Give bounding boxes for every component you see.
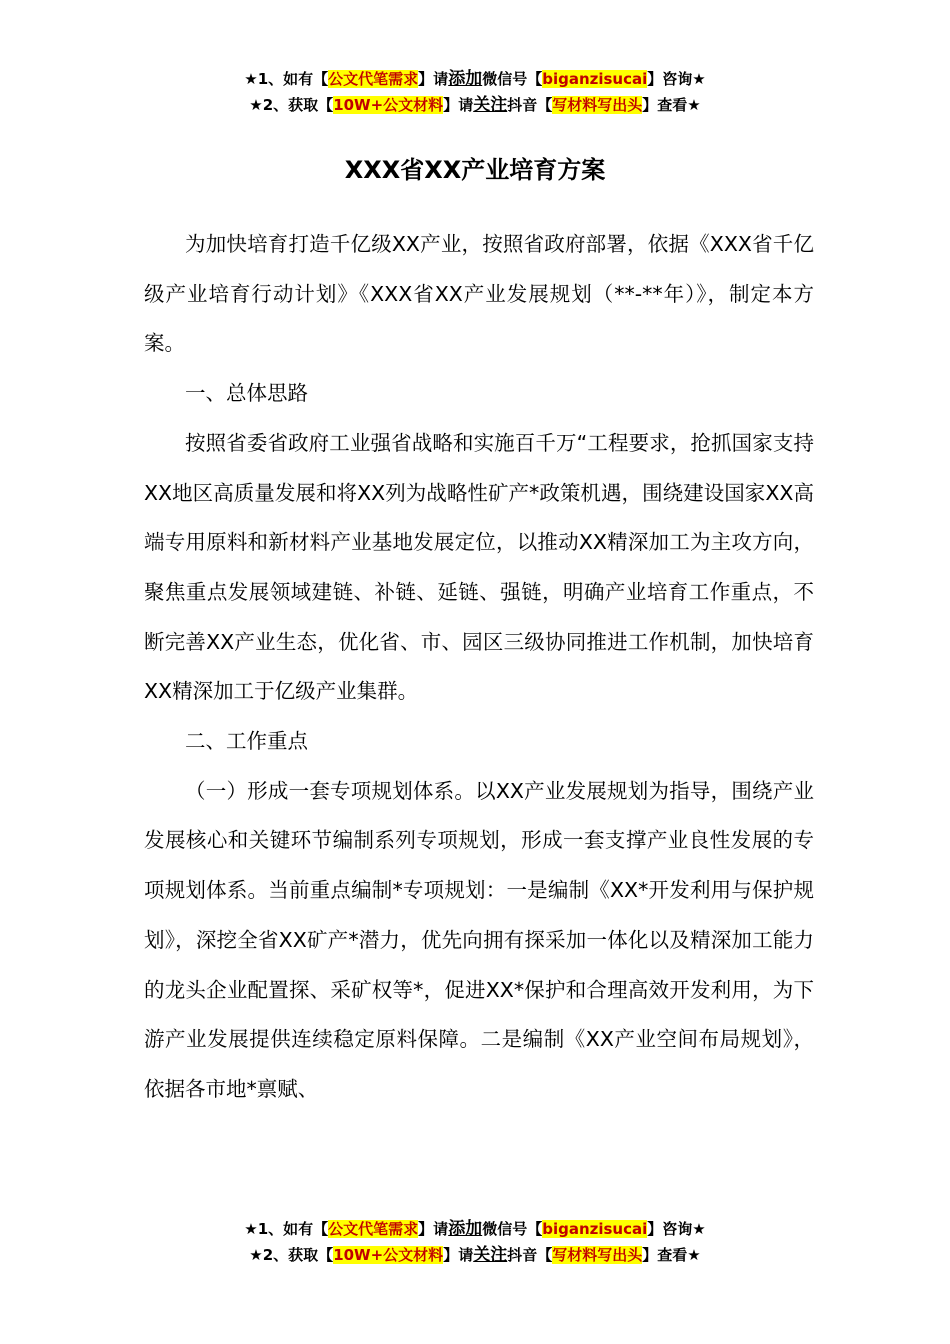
promo-banner-top bbox=[0, 66, 950, 118]
star-icon: ★ bbox=[692, 70, 706, 88]
promo-text: 2、获取【 bbox=[262, 1246, 334, 1264]
highlight-wechat-id: biganzisucai bbox=[542, 1220, 648, 1238]
star-icon: ★ bbox=[687, 1246, 701, 1264]
promo-banner-bottom bbox=[0, 1216, 950, 1268]
highlight-materials: 10W+公文材料 bbox=[333, 96, 444, 114]
highlight-douyin-account: 写材料写出头 bbox=[552, 96, 643, 114]
promo-text: 】请 bbox=[418, 1220, 449, 1238]
promo-text: 2、获取【 bbox=[262, 96, 334, 114]
promo-text: 】请 bbox=[443, 96, 474, 114]
section-paragraph-1: 按照省委省政府工业强省战略和实施百千万“工程要求，抢抓国家支持XX地区高质量发展和将XX列为战略性矿产*政策机遇，围绕建设国家XX高端专用原料和新材料产业基地发展定位，以推动XX精深加工为主攻方向，聚焦重点发展领域建链、补链、延链、强链，明确产业培育工作重点，不断完善XX产业生态，优化省、市、园区三级协同推进工作机制，加快培育XX精深加工于亿级产业集群。 bbox=[144, 430, 814, 704]
promo-text: 微信号【 bbox=[482, 70, 543, 88]
underlined-follow: 关注 bbox=[473, 95, 508, 115]
promo-text: 抖音【 bbox=[507, 96, 553, 114]
promo-text: 】请 bbox=[443, 1246, 474, 1264]
promo-line-1 bbox=[0, 66, 950, 92]
star-icon: ★ bbox=[692, 1220, 706, 1238]
star-icon: ★ bbox=[249, 1246, 263, 1264]
underlined-follow: 关注 bbox=[473, 1245, 508, 1265]
document-title: XXX省XX产业培育方案 bbox=[344, 156, 606, 184]
highlight-service: 公文代笔需求 bbox=[328, 1220, 419, 1238]
highlight-douyin-account: 写材料写出头 bbox=[552, 1246, 643, 1264]
promo-text: 微信号【 bbox=[482, 1220, 543, 1238]
star-icon: ★ bbox=[249, 96, 263, 114]
promo-text: 抖音【 bbox=[507, 1246, 553, 1264]
section-heading-1: 一、总体思路 bbox=[185, 381, 308, 406]
promo-text: 1、如有【 bbox=[257, 70, 329, 88]
promo-line-2 bbox=[0, 92, 950, 118]
promo-text: 】查看 bbox=[642, 96, 688, 114]
highlight-service: 公文代笔需求 bbox=[328, 70, 419, 88]
promo-text: 1、如有【 bbox=[257, 1220, 329, 1238]
underlined-add: 添加 bbox=[448, 1219, 483, 1239]
star-icon: ★ bbox=[687, 96, 701, 114]
promo-text: 】咨询 bbox=[647, 1220, 693, 1238]
promo-text: 】请 bbox=[418, 70, 449, 88]
section-paragraph-2: （一）形成一套专项规划体系。以XX产业发展规划为指导，围绕产业发展核心和关键环节编制系列专项规划，形成一套支撑产业良性发展的专项规划体系。当前重点编制*专项规划：一是编制《XX*开发利用与保护规划》，深挖全省XX矿产*潜力，优先向拥有探采加一体化以及精深加工能力的龙头企业配置探、采矿权等*，促进XX*保护和合理高效开发利用，为下游产业发展提供连续稳定原料保障。二是编制《XX产业空间布局规划》，依据各市地*禀赋、 bbox=[144, 778, 814, 1101]
promo-line-1 bbox=[0, 1216, 950, 1242]
intro-paragraph: 为加快培育打造千亿级XX产业，按照省政府部署，依据《XXX省千亿级产业培育行动计划》《XXX省XX产业发展规划（**-**年）》，制定本方案。 bbox=[144, 232, 814, 356]
promo-line-2 bbox=[0, 1242, 950, 1268]
highlight-materials: 10W+公文材料 bbox=[333, 1246, 444, 1264]
underlined-add: 添加 bbox=[448, 69, 483, 89]
promo-text: 】查看 bbox=[642, 1246, 688, 1264]
promo-text: 】咨询 bbox=[647, 70, 693, 88]
section-heading-2: 二、工作重点 bbox=[185, 729, 308, 754]
star-icon: ★ bbox=[244, 1220, 258, 1238]
star-icon: ★ bbox=[244, 70, 258, 88]
document-body bbox=[144, 220, 814, 1115]
highlight-wechat-id: biganzisucai bbox=[542, 70, 648, 88]
